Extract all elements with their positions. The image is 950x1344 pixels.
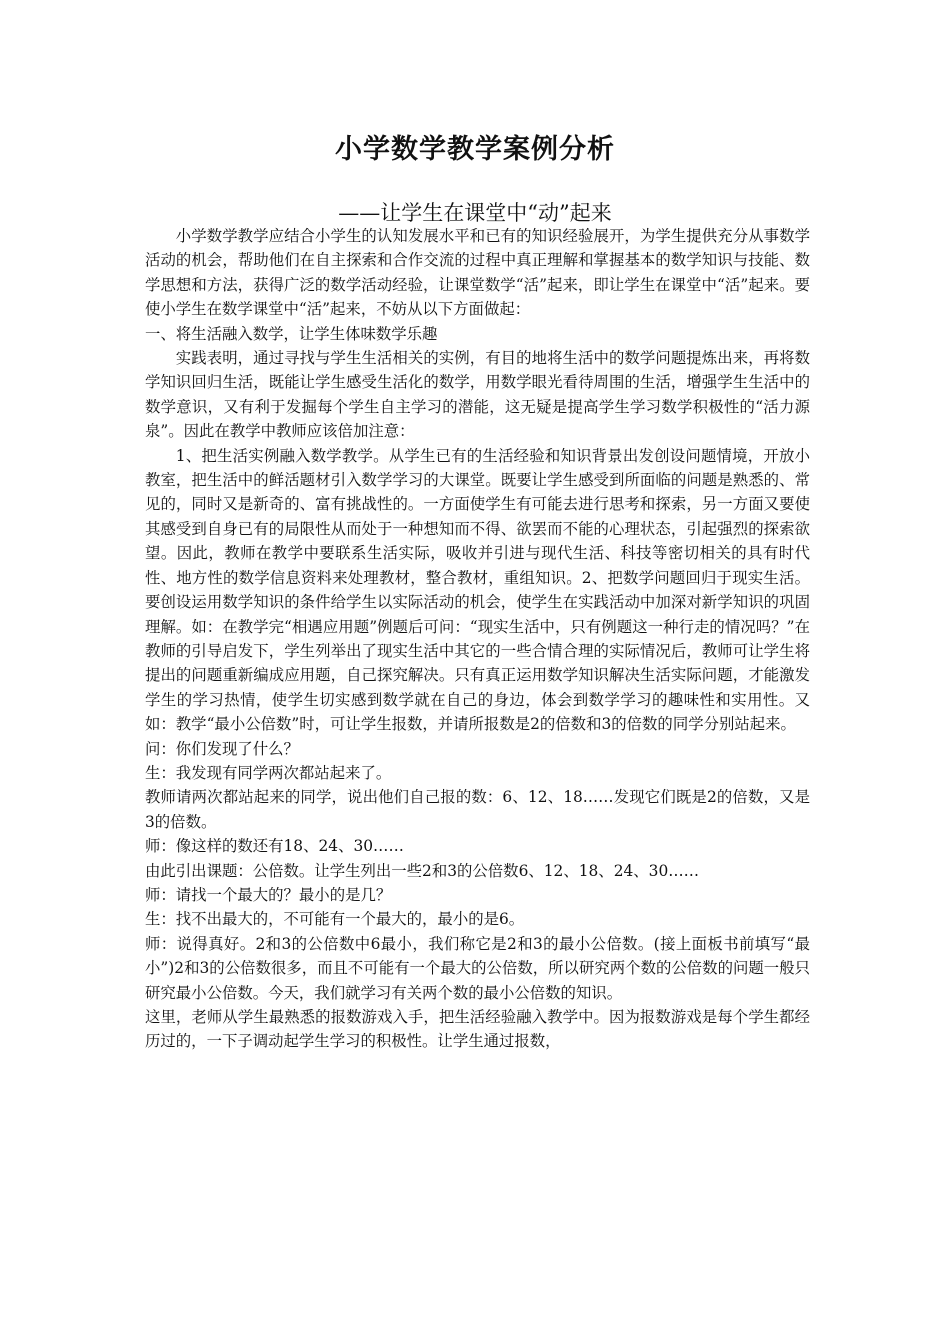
dialogue-line: 师：像这样的数还有18、24、30……: [145, 837, 404, 856]
paragraph: 小学数学教学应结合小学生的认知发展水平和已有的知识经验展开，为学生提供充分从事数学活动的机会，帮助他们在自主探索和合作交流的过程中真正理解和掌握基本的数学知识与技能、数学思想和方法，获得广泛的数学活动经验，让课堂数学“活”起来，即让学生在课堂中“活”起来。要使小学生在数学课堂中“活”起来，不妨从以下方面做起：: [145, 227, 810, 319]
document-body: [145, 224, 810, 1054]
section-heading: 一、将生活融入数学，让学生体味数学乐趣: [145, 324, 438, 343]
paragraph: 教师请两次都站起来的同学，说出他们自己报的数：6、12、18……发现它们既是2的倍数，又是3的倍数。: [145, 788, 810, 831]
document-subtitle: ——让学生在课堂中“动”起来: [338, 201, 612, 225]
paragraph: 由此引出课题：公倍数。让学生列出一些2和3的公倍数6、12、18、24、30……: [145, 861, 700, 880]
paragraph: 实践表明，通过寻找与学生生活相关的实例，有目的地将生活中的数学问题提炼出来，再将数学知识回归生活，既能让学生感受生活化的数学，用数学眼光看待周围的生活，增强学生生活中的数学意识，又有利于发掘每个学生自主学习的潜能，这无疑是提高学生学习数学积极性的“活力源泉”。因此在教学中教师应该倍加注意：: [145, 349, 810, 441]
document-title: 小学数学教学案例分析: [335, 134, 615, 165]
dialogue-line: 生：我发现有同学两次都站起来了。: [145, 763, 392, 782]
dialogue-line: 师：请找一个最大的？最小的是几？: [145, 885, 392, 904]
paragraph: 师：说得真好。2和3的公倍数中6最小，我们称它是2和3的最小公倍数。(接上面板书前填写“最小”)2和3的公倍数很多，而且不可能有一个最大的公倍数，所以研究两个数的公倍数的问题一般只研究最小公倍数。今天，我们就学习有关两个数的最小公倍数的知识。: [145, 934, 810, 1002]
dialogue-line: 生：找不出最大的，不可能有一个最大的，最小的是6。: [145, 910, 525, 929]
paragraph: 1、把生活实例融入数学教学。从学生已有的生活经验和知识背景出发创设问题情境，开放小教室，把生活中的鲜活题材引入数学学习的大课堂。既要让学生感受到所面临的问题是熟悉的、常见的，同时又是新奇的、富有挑战性的。一方面使学生有可能去进行思考和探索，另一方面又要使其感受到自身已有的局限性从而处于一种想知而不得、欲罢而不能的心理状态，引起强烈的探索欲望。因此，教师在教学中要联系生活实际，吸收并引进与现代生活、科技等密切相关的具有时代性、地方性的数学信息资料来处理教材，整合教材，重组知识。2、把数学问题回归于现实生活。要创设运用数学知识的条件给学生以实际活动的机会，使学生在实践活动中加深对新学知识的巩固理解。如：在教学完“相遇应用题”例题后可问：“现实生活中，只有例题这一种行走的情况吗？”在教师的引导启发下，学生列举出了现实生活中其它的一些合情合理的实际情况后，教师可让学生将提出的问题重新编成应用题，自己探究解决。只有真正运用数学知识解决生活实际问题，才能激发学生的学习热情，使学生切实感到数学就在自己的身边，体会到数学学习的趣味性和实用性。又如：教学“最小公倍数”时，可让学生报数，并请所报数是2的倍数和3的倍数的同学分别站起来。: [145, 446, 810, 734]
dialogue-line: 问：你们发现了什么？: [145, 739, 299, 758]
paragraph: 这里，老师从学生最熟悉的报数游戏入手，把生活经验融入教学中。因为报数游戏是每个学生都经历过的，一下子调动起学生学习的积极性。让学生通过报数，: [145, 1008, 810, 1051]
